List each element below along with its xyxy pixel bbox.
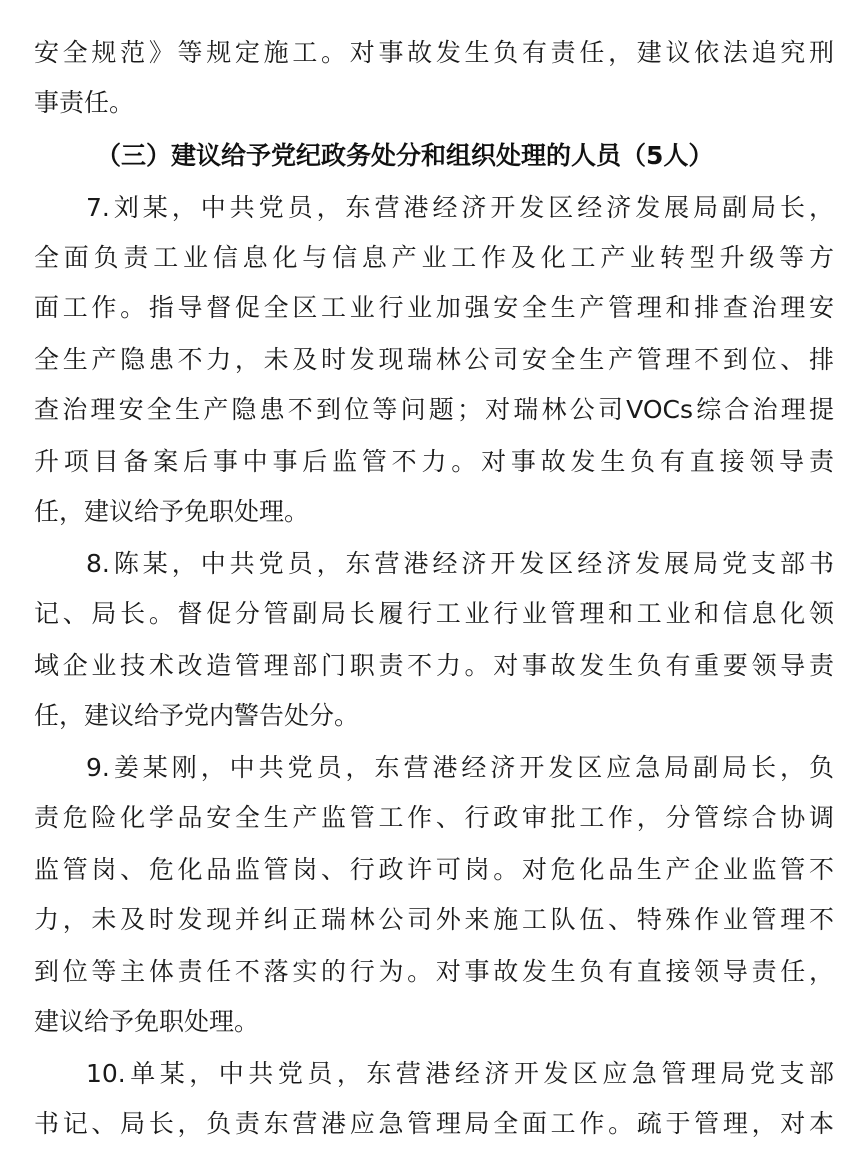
text-line: 安全规范》等规定施工。对事故发生负有责任，建议依法追究刑 [34,38,834,67]
text-line: 建议给予免职处理。 [34,1007,260,1036]
text-line: 全生产隐患不力，未及时发现瑞林公司安全生产管理不到位、排 [34,345,834,374]
section-heading: （三）建议给予党纪政务处分和组织处理的人员（5人） [96,141,714,170]
text-line: 记、局长。督促分管副局长履行工业行业管理和工业和信息化领 [34,599,834,628]
text-line: 全面负责工业信息化与信息产业工作及化工产业转型升级等方 [34,243,834,272]
text-line: 到位等主体责任不落实的行为。对事故发生负有直接领导责任， [34,957,834,986]
paragraph-first-line: 9.姜某刚，中共党员，东营港经济开发区应急局副局长，负 [86,753,834,782]
paragraph-first-line: 10.单某，中共党员，东营港经济开发区应急管理局党支部 [86,1059,834,1088]
text-line: 书记、局长，负责东营港应急管理局全面工作。疏于管理，对本 [34,1109,834,1138]
text-line: 升项目备案后事中事后监管不力。对事故发生负有直接领导责 [34,447,834,476]
text-line: 力，未及时发现并纠正瑞林公司外来施工队伍、特殊作业管理不 [34,905,834,934]
text-line: 查治理安全生产隐患不到位等问题；对瑞林公司VOCs综合治理提 [34,395,834,424]
text-line: 域企业技术改造管理部门职责不力。对事故发生负有重要领导责 [34,651,834,680]
text-line: 事责任。 [34,88,135,117]
text-line: 面工作。指导督促全区工业行业加强安全生产管理和排查治理安 [34,293,834,322]
paragraph-first-line: 8.陈某，中共党员，东营港经济开发区经济发展局党支部书 [86,549,834,578]
text-line: 责危险化学品安全生产监管工作、行政审批工作，分管综合协调 [34,803,834,832]
text-line: 任，建议给予党内警告处分。 [34,701,360,730]
paragraph-first-line: 7.刘某，中共党员，东营港经济开发区经济发展局副局长， [86,193,834,222]
text-line: 任，建议给予免职处理。 [34,497,310,526]
text-line: 监管岗、危化品监管岗、行政许可岗。对危化品生产企业监管不 [34,855,834,884]
